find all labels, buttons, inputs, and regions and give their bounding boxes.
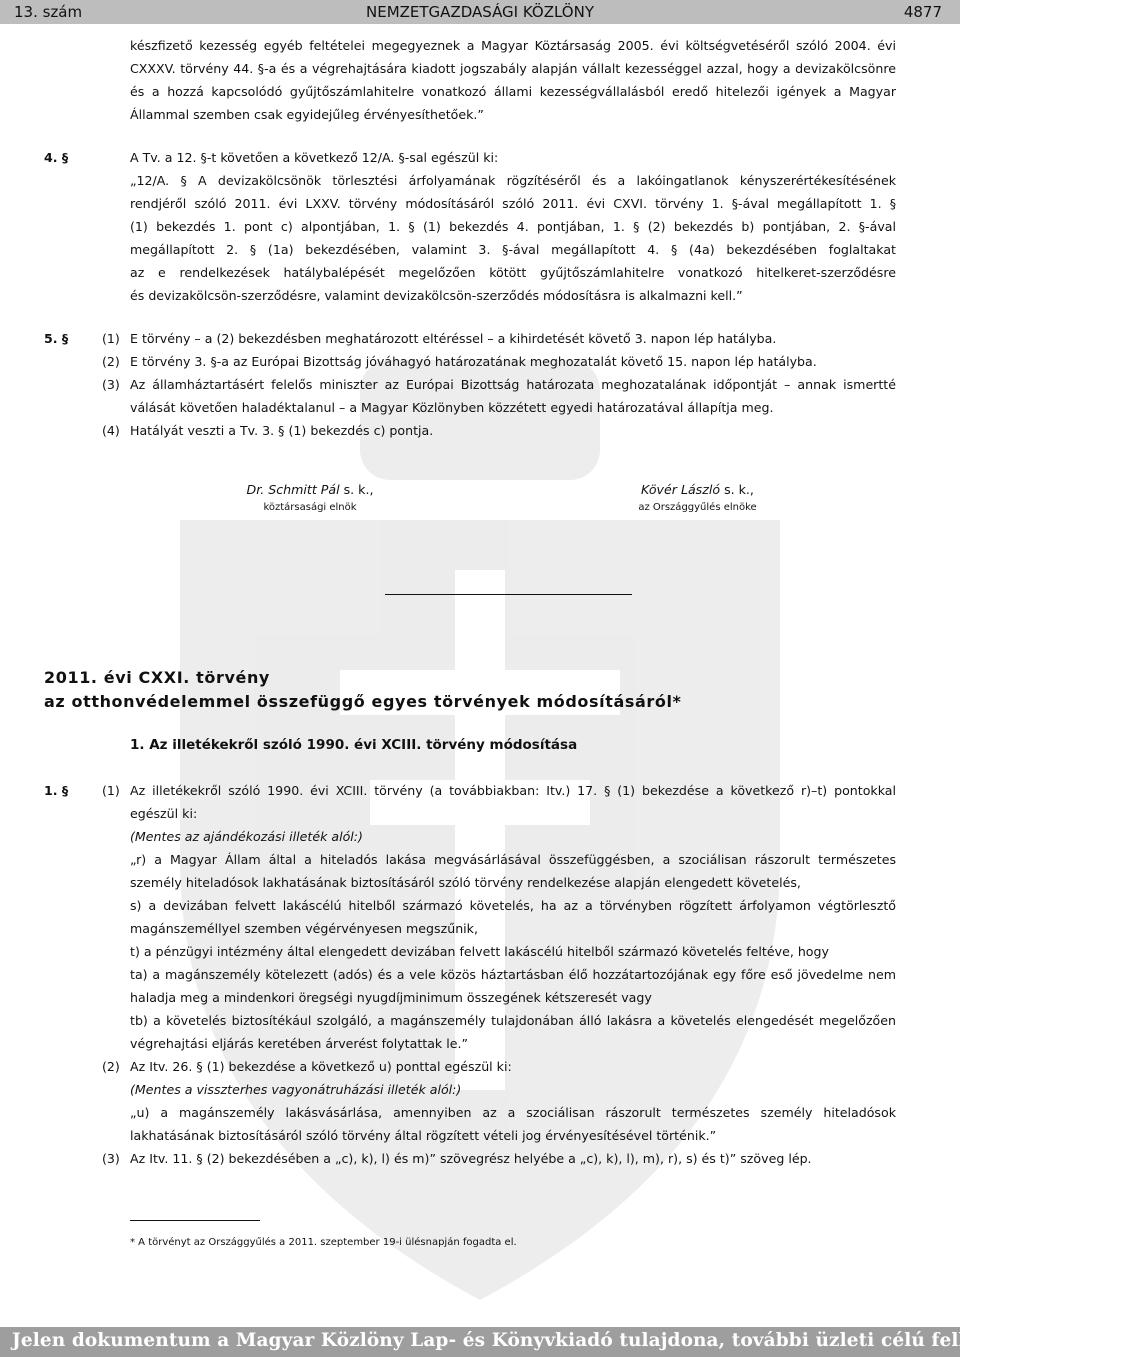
section-1-line: egészül ki: bbox=[130, 806, 198, 821]
section-4-line: (1) bekezdés 1. pont c) alpontjában, 1. § (1) bekezdés 4. pontjában, 1. § (2) bekezdés b) pontjában, 2. §-ával bbox=[130, 219, 896, 234]
separator-line bbox=[385, 594, 632, 595]
section-1-body-line: s) a devizában felvett lakáscélú hitelből származó követelés, ha az a törvényben rögzített árfolyamon végtörlesztő bbox=[130, 898, 896, 913]
speaker-name: Kövér László bbox=[641, 482, 721, 497]
intro-line-1: készfizető kezesség egyéb feltételei megegyeznek a Magyar Köztársaság 2005. évi költségvetéséről szóló 2004. évi bbox=[130, 38, 896, 53]
page-footer bbox=[0, 1327, 1133, 1357]
section-1-body-line: haladja meg a mindenkori öregségi nyugdíjminimum összegének kétszeresét vagy bbox=[130, 990, 652, 1005]
section-4-number: 4. § bbox=[44, 150, 69, 165]
section-5-line: válását követően haladéktalanul – a Magyar Közlönyben közzétett egyedi határozatával állapítja meg. bbox=[130, 400, 774, 415]
page-header bbox=[0, 0, 960, 24]
section-4-line: megállapított 2. § (1a) bekezdésében, valamint 3. §-ával megállapított 4. § (4a) bekezdésében foglaltakat bbox=[130, 242, 896, 257]
paragraph-label: (2) bbox=[102, 354, 120, 369]
section-4-line: rendjéről szóló 2011. évi LXXV. törvény módosításáról szóló 2011. évi CXVI. törvény 1. §-ával megállapított 1. § bbox=[130, 196, 896, 211]
issue-number: 13. szám bbox=[14, 3, 83, 21]
paragraph-label: (1) bbox=[102, 331, 120, 346]
section-5-line: E törvény 3. §-a az Európai Bizottság jóváhagyó határozatának meghozatalát követő 15. napon lép hatályba. bbox=[130, 354, 817, 369]
footnote-separator bbox=[130, 1220, 260, 1221]
law-subtitle: az otthonvédelemmel összefüggő egyes törvények módosításáról* bbox=[44, 692, 682, 711]
intro-line-4: Állammal szemben csak egyidejűleg érvényesíthetőek.” bbox=[130, 107, 484, 122]
paragraph-label: (1) bbox=[102, 783, 120, 798]
section-4-line: az e rendelkezések hatálybalépését megelőzően kötött gyűjtőszámlahitelre vonatkozó hitelkeret-szerződésre bbox=[130, 265, 896, 280]
speaker-sk: s. k., bbox=[720, 482, 754, 497]
section-1-p2-body: lakhatásának biztosításáról szóló törvény által rögzített vételi jog érvényesítésével történik.” bbox=[130, 1128, 717, 1143]
publication-title: NEMZETGAZDASÁGI KÖZLÖNY bbox=[366, 3, 594, 21]
section-1-body-line: ta) a magánszemély kötelezett (adós) és a vele közös háztartásban élő hozzátartozójának egy főre eső jövedelme nem bbox=[130, 967, 896, 982]
section-heading: 1. Az illetékekről szóló 1990. évi XCIII. törvény módosítása bbox=[130, 737, 578, 753]
footer-notice: Jelen dokumentum a Magyar Közlöny Lap- és Könyvkiadó tulajdona, további üzleti célú felhasználása tilos! bbox=[12, 1330, 1133, 1351]
president-title: köztársasági elnök bbox=[263, 502, 357, 513]
section-1-body-line: tb) a követelés biztosítékául szolgáló, a magánszemély tulajdonában álló lakásra a követelés elengedését megelőzően bbox=[130, 1013, 896, 1028]
section-1-p2-line: Az Itv. 26. § (1) bekezdése a következő u) ponttal egészül ki: bbox=[130, 1059, 512, 1074]
section-1-number: 1. § bbox=[44, 783, 69, 798]
section-1-italic-heading: (Mentes az ajándékozási illeték alól:) bbox=[130, 829, 363, 844]
intro-line-3: és a hozzá kapcsolódó gyűjtőszámlahitelre vonatkozó állami kezességvállalásból eredő hitelezői igények a Magyar bbox=[130, 84, 896, 99]
section-1-p3-line: Az Itv. 11. § (2) bekezdésében a „c), k), l) és m)” szövegrész helyébe a „c), k), l), m), r), s) és t)” szöveg lép. bbox=[130, 1151, 812, 1166]
footnote: * A törvényt az Országgyűlés a 2011. szeptember 19-i ülésnapján fogadta el. bbox=[130, 1237, 517, 1248]
paragraph-label: (3) bbox=[102, 377, 120, 392]
section-4-line: A Tv. a 12. §-t követően a következő 12/A. §-sal egészül ki: bbox=[130, 150, 499, 165]
section-5-line: E törvény – a (2) bekezdésben meghatározott eltéréssel – a kihirdetését követő 3. napon lép hatályba. bbox=[130, 331, 777, 346]
president-name: Dr. Schmitt Pál bbox=[246, 482, 340, 497]
section-4-line: és devizakölcsön-szerződésre, valamint devizakölcsön-szerződés módosításra is alkalmazni kell.” bbox=[130, 288, 743, 303]
section-5-line: Hatályát veszti a Tv. 3. § (1) bekezdés c) pontja. bbox=[130, 423, 434, 438]
section-4-line: „12/A. § A devizakölcsönök törlesztési árfolyamának rögzítéséről és a lakóingatlanok kényszerértékesítésének bbox=[130, 173, 896, 188]
section-5-number: 5. § bbox=[44, 331, 69, 346]
law-title: 2011. évi CXXI. törvény bbox=[44, 668, 270, 687]
paragraph-label: (3) bbox=[102, 1151, 120, 1166]
signature-president bbox=[220, 482, 400, 497]
intro-line-2: CXXXV. törvény 44. §-a és a végrehajtására kiadott jogszabály alapján vállalt kezességgel azzal, hogy a devizakölcsönre bbox=[130, 61, 896, 76]
page-number: 4877 bbox=[903, 3, 942, 21]
section-1-line: Az illetékekről szóló 1990. évi XCIII. törvény (a továbbiakban: Itv.) 17. § (1) bekezdése a következő r)–t) pontokkal bbox=[130, 783, 896, 798]
section-1-body-line: végrehajtási eljárás keretében árverést folytattak le.” bbox=[130, 1036, 468, 1051]
speaker-title: az Országgyűlés elnöke bbox=[638, 502, 757, 513]
section-1-body-line: t) a pénzügyi intézmény által elengedett devizában felvett lakáscélú hitelből származó követelés feltéve, hogy bbox=[130, 944, 829, 959]
signature-speaker bbox=[600, 482, 795, 497]
president-sk: s. k., bbox=[339, 482, 374, 497]
paragraph-label: (2) bbox=[102, 1059, 120, 1074]
section-1-body-line: magánszeméllyel szemben végérvényesen megszűnik, bbox=[130, 921, 478, 936]
section-1-p2-italic: (Mentes a visszterhes vagyonátruházási illeték alól:) bbox=[130, 1082, 462, 1097]
section-5-line: Az államháztartásért felelős miniszter az Európai Bizottság határozata meghozatalának időpontját – annak ismertté bbox=[130, 377, 896, 392]
section-1-body-line: „r) a Magyar Állam által a hiteladós lakása megvásárlásával összefüggésben, a szociálisan rászorult természetes bbox=[130, 852, 896, 867]
paragraph-label: (4) bbox=[102, 423, 120, 438]
section-1-p2-body: „u) a magánszemély lakásvásárlása, amennyiben az a szociálisan rászorult természetes személy hiteladósok bbox=[130, 1105, 896, 1120]
section-1-body-line: személy hiteladósok lakhatásának biztosításáról szóló törvény rendelkezése alapján elengedett követelés, bbox=[130, 875, 801, 890]
